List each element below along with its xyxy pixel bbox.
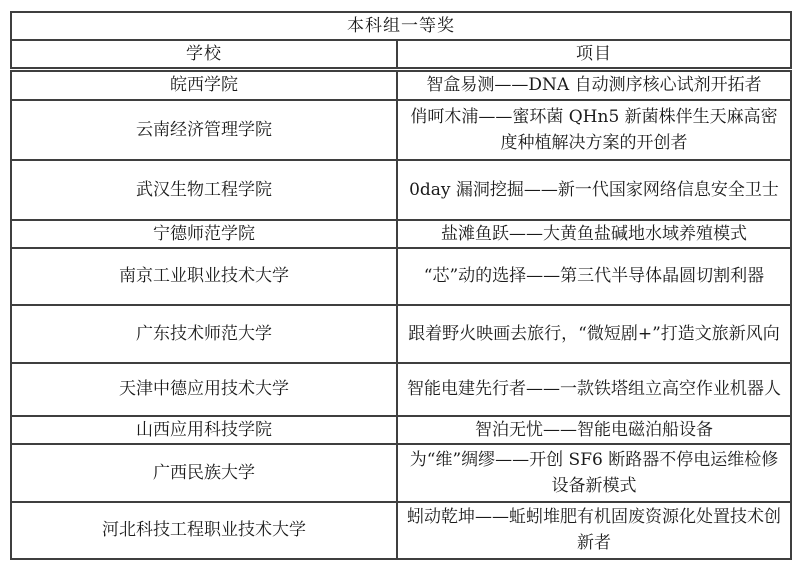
- school-cell: 南京工业职业技术大学: [11, 248, 397, 305]
- award-table: [10, 11, 792, 560]
- column-header-project: 项目: [397, 40, 791, 70]
- project-cell: 蚓动乾坤——蚯蚓堆肥有机固废资源化处置技术创新者: [397, 502, 791, 559]
- school-cell: 武汉生物工程学院: [11, 160, 397, 220]
- school-cell: 皖西学院: [11, 70, 397, 100]
- school-cell: 广西民族大学: [11, 444, 397, 502]
- table-row: [11, 305, 791, 363]
- project-cell: 为“维”绸缪——开创 SF6 断路器不停电运维检修设备新模式: [397, 444, 791, 502]
- table-header-row: [11, 40, 791, 70]
- school-cell: 天津中德应用技术大学: [11, 363, 397, 416]
- school-cell: 河北科技工程职业技术大学: [11, 502, 397, 559]
- table-row: [11, 70, 791, 100]
- school-cell: 广东技术师范大学: [11, 305, 397, 363]
- table-row: [11, 444, 791, 502]
- table-caption: 本科组一等奖: [11, 12, 791, 40]
- school-cell: 山西应用科技学院: [11, 416, 397, 444]
- table-row: [11, 416, 791, 444]
- project-cell: 跟着野火映画去旅行，“微短剧+”打造文旅新风向: [397, 305, 791, 363]
- table-row: [11, 248, 791, 305]
- project-cell: 0day 漏洞挖掘——新一代国家网络信息安全卫士: [397, 160, 791, 220]
- project-cell: 智盒易测——DNA 自动测序核心试剂开拓者: [397, 70, 791, 100]
- table-row: [11, 220, 791, 248]
- table-row: [11, 502, 791, 559]
- project-cell: 智能电建先行者——一款铁塔组立高空作业机器人: [397, 363, 791, 416]
- table-row: [11, 160, 791, 220]
- school-cell: 宁德师范学院: [11, 220, 397, 248]
- project-cell: 俏呵木浦——蜜环菌 QHn5 新菌株伴生天麻高密度种植解决方案的开创者: [397, 100, 791, 160]
- school-cell: 云南经济管理学院: [11, 100, 397, 160]
- table-row: [11, 363, 791, 416]
- project-cell: 盐滩鱼跃——大黄鱼盐碱地水域养殖模式: [397, 220, 791, 248]
- table-row: [11, 100, 791, 160]
- table-caption-row: [11, 12, 791, 40]
- project-cell: “芯”动的选择——第三代半导体晶圆切割利器: [397, 248, 791, 305]
- project-cell: 智泊无忧——智能电磁泊船设备: [397, 416, 791, 444]
- column-header-school: 学校: [11, 40, 397, 70]
